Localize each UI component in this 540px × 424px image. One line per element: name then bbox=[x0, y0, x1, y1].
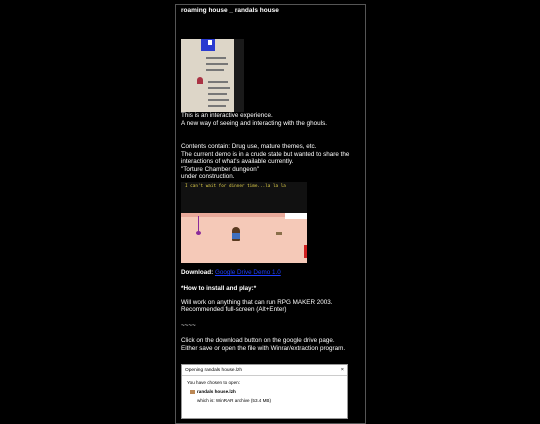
howto-heading: *How to install and play:* bbox=[181, 285, 257, 292]
install-step-1: Click on the download button on the google drive page. bbox=[181, 337, 335, 344]
works-on-text: Will work on anything that can run RPG MAKER 2003. bbox=[181, 299, 333, 306]
dialog-filename: randals house.lzh bbox=[197, 389, 236, 394]
dialog-title: Opening randals house.lzh bbox=[182, 365, 347, 376]
fullscreen-text: Recommended full-screen (Alt+Enter) bbox=[181, 306, 287, 313]
screenshot-character-shirt bbox=[232, 233, 240, 239]
archive-file-icon bbox=[190, 390, 195, 394]
contents-line-5: under construction. bbox=[181, 173, 235, 180]
game-screenshot-2 bbox=[181, 182, 307, 263]
screenshot-red-door bbox=[304, 245, 307, 258]
dialog-close-icon: × bbox=[340, 367, 344, 373]
post-title: roaming house _ randals house bbox=[181, 7, 279, 14]
screenshot-text-row bbox=[208, 105, 226, 107]
screenshot-text-row bbox=[208, 93, 227, 95]
screenshot-pole-base bbox=[196, 231, 201, 235]
open-file-dialog-screenshot bbox=[181, 364, 348, 419]
screenshot-character bbox=[197, 77, 203, 84]
download-label: Download: bbox=[181, 269, 214, 276]
dialog-file-row bbox=[190, 389, 236, 394]
screenshot-text-row bbox=[208, 99, 229, 101]
contents-line-2: The current demo is in a crude state but wanted to share the bbox=[181, 151, 350, 158]
contents-line-3: interactions of what's available currently. bbox=[181, 158, 294, 165]
dialog-prompt: You have chosen to open: bbox=[187, 380, 240, 385]
intro-line-2: A new way of seeing and interacting with the ghouls. bbox=[181, 120, 327, 127]
screenshot-text-row bbox=[206, 69, 224, 71]
contents-line-4: "Torture Chamber dungeon" bbox=[181, 166, 259, 173]
screenshot-dialogue-text: I can't wait for dinner time...la la la bbox=[185, 184, 286, 189]
game-screenshot-1 bbox=[181, 39, 244, 112]
contents-line-1: Contents contain: Drug use, mature themes, etc. bbox=[181, 143, 317, 150]
screenshot-text-row bbox=[206, 63, 228, 65]
screenshot-small-object bbox=[276, 232, 282, 235]
post-panel bbox=[175, 4, 366, 424]
screenshot-text-row bbox=[206, 57, 226, 59]
screenshot-white-block bbox=[285, 213, 307, 219]
screenshot-floor bbox=[181, 213, 307, 263]
screenshot-text-row bbox=[208, 87, 230, 89]
screenshot-wall bbox=[181, 213, 285, 217]
separator: ~~~~ bbox=[181, 322, 196, 329]
screenshot-dark-wall bbox=[234, 39, 244, 112]
download-link[interactable]: Google Drive Demo 1.0 bbox=[214, 269, 281, 276]
install-step-2: Either save or open the file with Winrar/extraction program. bbox=[181, 345, 346, 352]
intro-line-1: This is an interactive experience. bbox=[181, 112, 273, 119]
download-line bbox=[181, 269, 281, 277]
screenshot-text-row bbox=[208, 81, 228, 83]
dialog-filetype: which is: WinRAR archive (53.4 MB) bbox=[197, 398, 272, 403]
screenshot-white-detail bbox=[208, 40, 212, 45]
